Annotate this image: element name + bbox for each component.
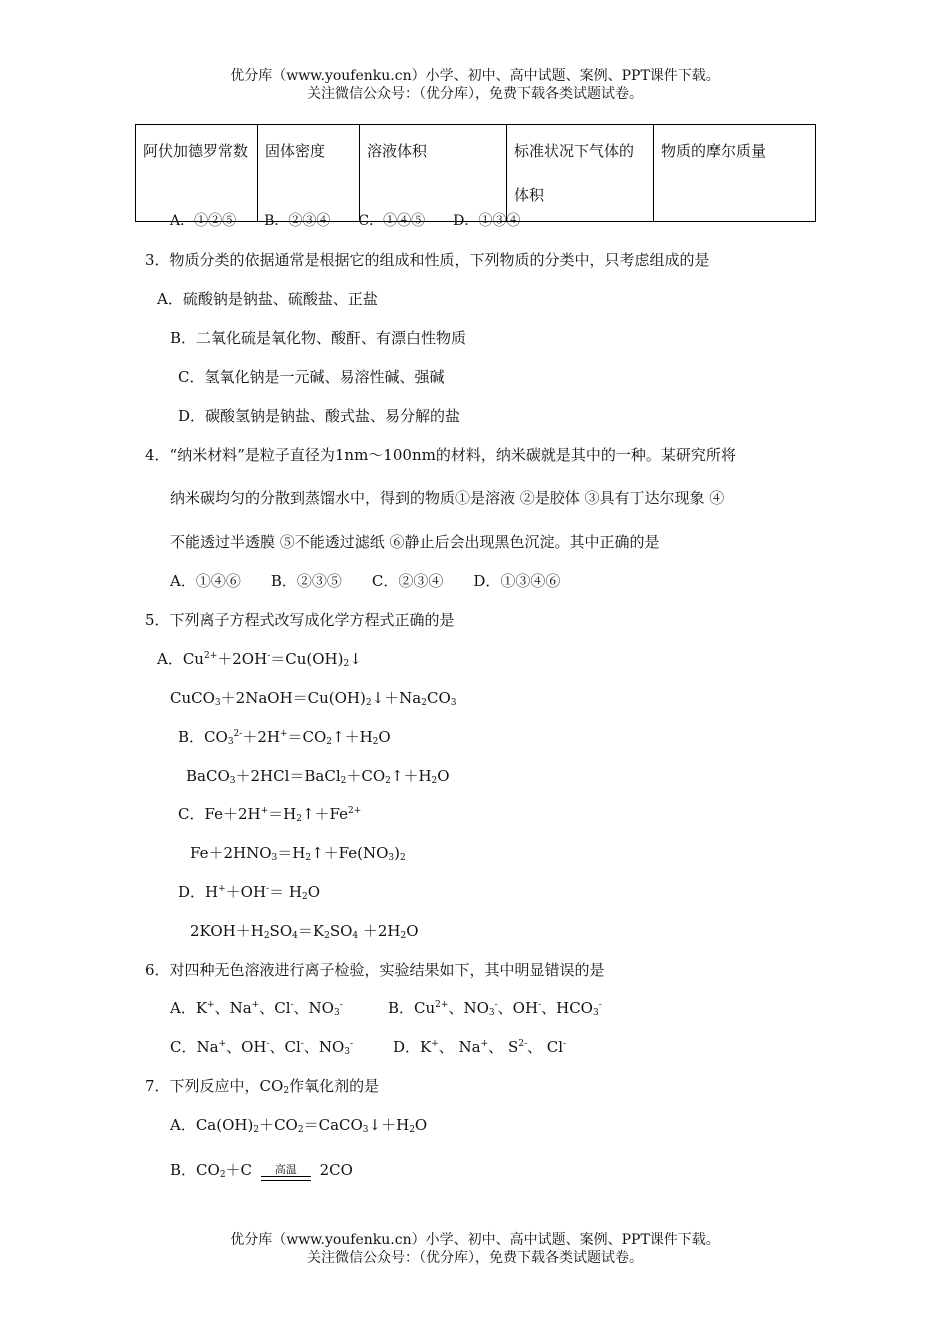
q3-option-a: A．硫酸钠是钠盐、硫酸盐、正盐 <box>157 290 378 308</box>
q2-cell-gas-volume: 标准状况下气体的体积 <box>507 125 654 222</box>
page-footer-line1: 优分库（www.youfenku.cn）小学、初中、高中试题、案例、PPT课件下载。 <box>230 1232 720 1248</box>
q2-cell-avogadro: 阿伏加德罗常数 <box>136 125 258 222</box>
q6-option-c: C．Na+、OH-、Cl-、$NO_3^-$ <box>170 1038 354 1057</box>
q4-stem-line3: 不能透过半透膜 ⑤不能透过滤纸 ⑥静止后会出现黑色沉淀。其中正确的是 <box>170 533 660 551</box>
q3-option-d: D．碳酸氢钠是钠盐、酸式盐、易分解的盐 <box>178 407 461 425</box>
page-footer-line2: 关注微信公众号：（优分库），免费下载各类试题试卷。 <box>307 1250 643 1266</box>
q6-option-b: B．$Cu^{2+}$、$NO_3^-$、OH-、$HCO_3^-$ <box>388 999 602 1018</box>
q7-option-a: A．$Ca(OH)_2+CO_2=CaCO_3↓+H_2O$ <box>170 1116 428 1135</box>
q5-option-d-ionic: D．$H^++OH^-= H_2O$ <box>178 883 320 902</box>
q6-stem: 6．对四种无色溶液进行离子检验，实验结果如下，其中明显错误的是 <box>145 961 605 979</box>
q2-cell-solution-volume: 溶液体积 <box>360 125 507 222</box>
q5-option-a-chemical: $CuCO_3+2NaOH=Cu(OH)_2↓+Na_2CO_3$ <box>170 689 457 708</box>
q7-stem: 7．下列反应中，$CO_2$作氧化剂的是 <box>145 1077 380 1096</box>
page-header-line1: 优分库（www.youfenku.cn）小学、初中、高中试题、案例、PPT课件下载。 <box>230 68 720 84</box>
page-header-line2: 关注微信公众号：（优分库），免费下载各类试题试卷。 <box>307 86 643 102</box>
q5-option-a-ionic: A．$Cu^{2+}+2OH^-=Cu(OH)_2↓$ <box>157 650 362 669</box>
q7-stem-prefix: 7．下列反应中， <box>145 1077 260 1095</box>
q3-option-c: C．氢氧化钠是一元碱、易溶性碱、强碱 <box>178 368 445 386</box>
q2-table <box>135 124 816 222</box>
q5-option-b-ionic: B．$CO_3^{2-}+2H^+=CO_2↑+H_2O$ <box>178 728 391 747</box>
q3-option-b: B．二氧化硫是氧化物、酸酐、有漂白性物质 <box>170 329 467 347</box>
q2-cell-molar-mass: 物质的摩尔质量 <box>654 125 816 222</box>
q4-options: A．①④⑥ B．②③⑤ C．②③④ D．①③④⑥ <box>170 572 561 590</box>
q3-stem: 3．物质分类的依据通常是根据它的组成和性质，下列物质的分类中，只考虑组成的是 <box>145 251 710 269</box>
q4-stem-line2: 纳米碳均匀的分散到蒸馏水中，得到的物质①是溶液 ②是胶体 ③具有丁达尔现象 ④ <box>170 489 725 507</box>
q5-option-b-chemical: $BaCO_3+2HCl=BaCl_2+CO_2↑+H_2O$ <box>186 767 450 786</box>
q2-options: A．①②⑤ B．②③④ C．①④⑤ D．①③④ <box>170 213 521 229</box>
q5-option-c-chemical: $Fe+2HNO_3=H_2↑+Fe(NO_3)_2$ <box>190 844 406 863</box>
q4-stem-line1: 4．“纳米材料”是粒子直径为1nm～100nm的材料，纳米碳就是其中的一种。某研究所将 <box>145 446 736 464</box>
q6-option-d: D．K+、 Na+、 $S^{2-}$、 Cl- <box>393 1038 567 1056</box>
reaction-condition <box>261 1163 311 1177</box>
q7-option-b: B．$CO_2+C$ 高温 2CO <box>170 1161 353 1180</box>
q5-option-c-ionic: C．$Fe+2H^+=H_2↑+Fe^{2+}$ <box>178 805 362 824</box>
q6-option-a: A．K+、Na+、Cl-、$NO_3^-$ <box>170 999 343 1018</box>
q2-cell-solid-density: 固体密度 <box>258 125 360 222</box>
q5-stem: 5．下列离子方程式改写成化学方程式正确的是 <box>145 611 455 629</box>
reaction-condition-label: 高温 <box>274 1163 297 1176</box>
q7-stem-suffix: 作氧化剂的是 <box>289 1077 380 1095</box>
q5-option-d-chemical: $2KOH+H_2SO_4=K_2SO_4 +2H_2O$ <box>190 922 419 941</box>
